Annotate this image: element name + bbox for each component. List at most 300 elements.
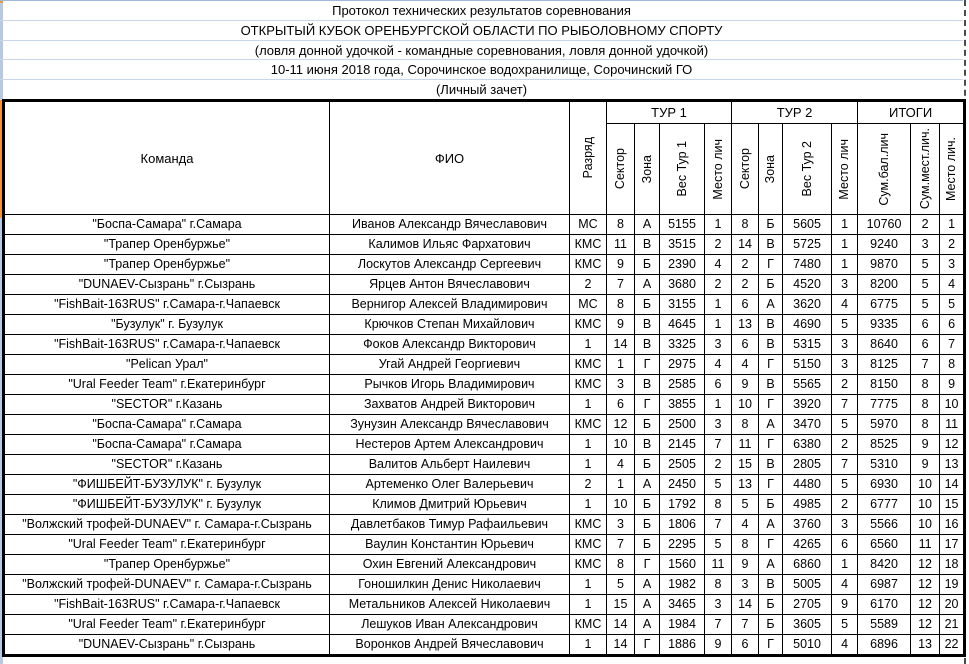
cell-place2: 3	[832, 275, 858, 295]
cell-zone1: В	[635, 235, 660, 255]
cell-weight1: 3515	[660, 235, 705, 255]
cell-team: "Ural Feeder Team" г.Екатеринбург	[4, 615, 330, 635]
cell-sum-ball: 8640	[858, 335, 911, 355]
cell-place1: 9	[705, 635, 732, 656]
cell-zone2: Г	[759, 395, 783, 415]
cell-sum-mest: 5	[911, 255, 940, 275]
cell-place1: 1	[705, 295, 732, 315]
cell-place1: 4	[705, 355, 732, 375]
cell-razryad: КМС	[570, 355, 607, 375]
header-place2: Место лич	[832, 124, 858, 215]
cell-place1: 6	[705, 375, 732, 395]
cell-zone2: В	[759, 375, 783, 395]
cell-zone1: В	[635, 375, 660, 395]
cell-zone1: Г	[635, 395, 660, 415]
cell-zone2: В	[759, 575, 783, 595]
cell-place1: 1	[705, 315, 732, 335]
cell-zone1: Г	[635, 555, 660, 575]
cell-sector2: 6	[732, 295, 759, 315]
cell-place2: 3	[832, 335, 858, 355]
cell-weight1: 1984	[660, 615, 705, 635]
cell-place2: 1	[832, 255, 858, 275]
header-group-tour1: ТУР 1	[607, 101, 732, 124]
cell-place-final: 18	[940, 555, 965, 575]
cell-zone2: В	[759, 315, 783, 335]
cell-razryad: 1	[570, 335, 607, 355]
table-row	[4, 635, 965, 656]
cell-zone1: В	[635, 335, 660, 355]
cell-fio: Угай Андрей Георгиевич	[330, 355, 570, 375]
cell-weight2: 3920	[783, 395, 832, 415]
cell-zone1: Б	[635, 515, 660, 535]
cell-weight1: 1792	[660, 495, 705, 515]
cell-sector1: 10	[607, 495, 635, 515]
cell-razryad: КМС	[570, 615, 607, 635]
cell-weight2: 4480	[783, 475, 832, 495]
cell-weight1: 2390	[660, 255, 705, 275]
cell-sector2: 6	[732, 635, 759, 656]
cell-sector2: 11	[732, 435, 759, 455]
cell-place1: 11	[705, 555, 732, 575]
cell-zone2: Б	[759, 595, 783, 615]
cell-weight2: 6380	[783, 435, 832, 455]
cell-sum-mest: 3	[911, 235, 940, 255]
cell-sector1: 8	[607, 215, 635, 235]
cell-place1: 4	[705, 255, 732, 275]
cell-place-final: 2	[940, 235, 965, 255]
results-header	[4, 101, 965, 215]
header-sector2: Сектор	[732, 124, 759, 215]
header-team: Команда	[4, 101, 330, 215]
results-tbody	[4, 215, 965, 656]
cell-zone1: В	[635, 435, 660, 455]
cell-team: "Трапер Оренбуржье"	[4, 255, 330, 275]
cell-razryad: 1	[570, 495, 607, 515]
table-row	[4, 275, 965, 295]
cell-zone1: Б	[635, 415, 660, 435]
cell-fio: Зунузин Александр Вячеславович	[330, 415, 570, 435]
cell-sector2: 7	[732, 615, 759, 635]
table-row	[4, 255, 965, 275]
cell-weight2: 4985	[783, 495, 832, 515]
cell-zone2: Г	[759, 255, 783, 275]
cell-sum-ball: 9240	[858, 235, 911, 255]
cell-zone1: Б	[635, 455, 660, 475]
cell-place2: 1	[832, 555, 858, 575]
cell-place2: 4	[832, 635, 858, 656]
cell-sector2: 15	[732, 455, 759, 475]
table-row	[4, 475, 965, 495]
table-row	[4, 415, 965, 435]
cell-sector2: 4	[732, 355, 759, 375]
cell-weight1: 3680	[660, 275, 705, 295]
cell-razryad: КМС	[570, 235, 607, 255]
cell-weight1: 2145	[660, 435, 705, 455]
cell-sum-ball: 6170	[858, 595, 911, 615]
cell-place-final: 8	[940, 355, 965, 375]
cell-weight1: 2295	[660, 535, 705, 555]
cell-sector2: 8	[732, 215, 759, 235]
cell-weight2: 5565	[783, 375, 832, 395]
cell-sector2: 9	[732, 555, 759, 575]
cell-weight2: 3605	[783, 615, 832, 635]
cell-team: "ФИШБЕЙТ-БУЗУЛУК" г. Бузулук	[4, 475, 330, 495]
cell-zone2: Г	[759, 475, 783, 495]
cell-weight1: 2505	[660, 455, 705, 475]
cell-place1: 5	[705, 475, 732, 495]
table-row	[4, 375, 965, 395]
table-row	[4, 335, 965, 355]
cell-zone2: Г	[759, 435, 783, 455]
cell-fio: Ярцев Антон Вячеславович	[330, 275, 570, 295]
cell-weight2: 5605	[783, 215, 832, 235]
cell-weight1: 2500	[660, 415, 705, 435]
cell-sector1: 3	[607, 375, 635, 395]
cell-place1: 2	[705, 455, 732, 475]
cell-sector2: 13	[732, 475, 759, 495]
cell-sum-ball: 6930	[858, 475, 911, 495]
cell-place1: 1	[705, 395, 732, 415]
cell-place-final: 5	[940, 295, 965, 315]
cell-place1: 7	[705, 435, 732, 455]
cell-sum-mest: 12	[911, 595, 940, 615]
cell-sector1: 1	[607, 475, 635, 495]
cell-fio: Метальников Алексей Николаевич	[330, 595, 570, 615]
cell-weight2: 3620	[783, 295, 832, 315]
cell-place1: 2	[705, 275, 732, 295]
cell-zone1: Б	[635, 295, 660, 315]
cell-place-final: 4	[940, 275, 965, 295]
cell-zone2: В	[759, 455, 783, 475]
table-row	[4, 355, 965, 375]
cell-zone1: Г	[635, 635, 660, 656]
cell-weight2: 2705	[783, 595, 832, 615]
header-weight2: Вес Тур 2	[783, 124, 832, 215]
header-sum-ball: Сум.бал.лич	[858, 124, 911, 215]
cell-sector1: 8	[607, 555, 635, 575]
cell-weight1: 3325	[660, 335, 705, 355]
cell-place2: 3	[832, 515, 858, 535]
cell-fio: Крючков Степан Михайлович	[330, 315, 570, 335]
cell-zone2: А	[759, 555, 783, 575]
cell-razryad: 2	[570, 275, 607, 295]
cell-zone1: А	[635, 615, 660, 635]
header-place1: Место лич	[705, 124, 732, 215]
cell-fio: Лоскутов Александр Сергеевич	[330, 255, 570, 275]
cell-razryad: МС	[570, 215, 607, 235]
cell-place1: 2	[705, 235, 732, 255]
cell-sector2: 3	[732, 575, 759, 595]
header-sum-mest: Сум.мест.лич.	[911, 124, 940, 215]
cell-place2: 5	[832, 475, 858, 495]
cell-sector1: 6	[607, 395, 635, 415]
cell-sum-mest: 6	[911, 315, 940, 335]
cell-place1: 5	[705, 535, 732, 555]
table-row	[4, 295, 965, 315]
cell-team: "FishBait-163RUS" г.Самара-г.Чапаевск	[4, 335, 330, 355]
cell-fio: Иванов Александр Вячеславович	[330, 215, 570, 235]
date-location-line: 10-11 июня 2018 года, Сорочинское водохранилище, Сорочинский ГО	[0, 60, 963, 80]
cell-zone2: Б	[759, 215, 783, 235]
cell-sector1: 10	[607, 435, 635, 455]
table-row	[4, 535, 965, 555]
cell-team: "Ural Feeder Team" г.Екатеринбург	[4, 535, 330, 555]
cell-team: "Бузулук" г. Бузулук	[4, 315, 330, 335]
cell-place2: 7	[832, 395, 858, 415]
cell-sector2: 9	[732, 375, 759, 395]
table-row	[4, 555, 965, 575]
cell-place-final: 3	[940, 255, 965, 275]
cell-fio: Нестеров Артем Александрович	[330, 435, 570, 455]
table-row	[4, 495, 965, 515]
cell-place-final: 19	[940, 575, 965, 595]
cell-sum-ball: 8125	[858, 355, 911, 375]
cell-fio: Воронков Андрей Вячеславович	[330, 635, 570, 656]
cell-fio: Калимов Ильяс Фархатович	[330, 235, 570, 255]
header-sector1: Сектор	[607, 124, 635, 215]
cell-sum-mest: 13	[911, 635, 940, 656]
cell-sum-mest: 8	[911, 415, 940, 435]
table-row	[4, 455, 965, 475]
cell-weight2: 3760	[783, 515, 832, 535]
cell-weight1: 2585	[660, 375, 705, 395]
cell-zone1: Г	[635, 355, 660, 375]
cell-weight1: 1806	[660, 515, 705, 535]
cell-weight1: 4645	[660, 315, 705, 335]
cell-sector2: 14	[732, 235, 759, 255]
cell-team: "SECTOR" г.Казань	[4, 455, 330, 475]
cell-team: "Волжский трофей-DUNAEV" г. Самара-г.Сызрань	[4, 515, 330, 535]
cell-team: "DUNAEV-Сызрань" г.Сызрань	[4, 275, 330, 295]
cell-place2: 2	[832, 435, 858, 455]
cell-razryad: КМС	[570, 535, 607, 555]
cell-place1: 7	[705, 515, 732, 535]
cell-sector2: 14	[732, 595, 759, 615]
cell-fio: Лешуков Иван Александрович	[330, 615, 570, 635]
cell-razryad: КМС	[570, 415, 607, 435]
cell-place1: 8	[705, 495, 732, 515]
cell-place-final: 6	[940, 315, 965, 335]
cell-team: "DUNAEV-Сызрань" г.Сызрань	[4, 635, 330, 656]
cell-place1: 3	[705, 595, 732, 615]
cell-place1: 7	[705, 615, 732, 635]
cell-zone2: Б	[759, 615, 783, 635]
cell-place-final: 11	[940, 415, 965, 435]
cell-weight2: 5150	[783, 355, 832, 375]
cell-zone1: Б	[635, 495, 660, 515]
cell-sum-ball: 9870	[858, 255, 911, 275]
cell-sum-mest: 5	[911, 275, 940, 295]
cell-sum-ball: 6896	[858, 635, 911, 656]
cell-razryad: 1	[570, 455, 607, 475]
cell-sum-mest: 8	[911, 395, 940, 415]
cell-razryad: КМС	[570, 315, 607, 335]
cell-place-final: 14	[940, 475, 965, 495]
cell-weight1: 3465	[660, 595, 705, 615]
cell-sector2: 10	[732, 395, 759, 415]
cell-zone1: В	[635, 315, 660, 335]
cell-sector1: 4	[607, 455, 635, 475]
cell-sum-ball: 6775	[858, 295, 911, 315]
cell-weight2: 5005	[783, 575, 832, 595]
cell-place2: 3	[832, 355, 858, 375]
cell-sector2: 8	[732, 535, 759, 555]
cell-sum-mest: 7	[911, 355, 940, 375]
cell-sector1: 1	[607, 355, 635, 375]
cell-fio: Климов Дмитрий Юрьевич	[330, 495, 570, 515]
cell-team: "Волжский трофей-DUNAEV" г. Самара-г.Сызрань	[4, 575, 330, 595]
cell-zone2: А	[759, 515, 783, 535]
cell-sum-mest: 6	[911, 335, 940, 355]
cell-sum-mest: 12	[911, 615, 940, 635]
cell-team: "FishBait-163RUS" г.Самара-г.Чапаевск	[4, 295, 330, 315]
cell-place-final: 13	[940, 455, 965, 475]
header-weight1: Вес Тур 1	[660, 124, 705, 215]
cell-place-final: 16	[940, 515, 965, 535]
cell-weight2: 5725	[783, 235, 832, 255]
cell-zone2: Г	[759, 535, 783, 555]
cell-sum-ball: 5589	[858, 615, 911, 635]
header-fio: ФИО	[330, 101, 570, 215]
cell-weight2: 4520	[783, 275, 832, 295]
cell-sum-mest: 10	[911, 495, 940, 515]
table-row	[4, 575, 965, 595]
cell-zone2: Г	[759, 635, 783, 656]
cell-weight2: 2805	[783, 455, 832, 475]
cell-sector2: 13	[732, 315, 759, 335]
cell-fio: Вернигор Алексей Владимирович	[330, 295, 570, 315]
cell-sum-mest: 8	[911, 375, 940, 395]
header-zone1: Зона	[635, 124, 660, 215]
cell-sector1: 3	[607, 515, 635, 535]
cell-sum-mest: 9	[911, 435, 940, 455]
cell-weight1: 3155	[660, 295, 705, 315]
cell-sum-mest: 11	[911, 535, 940, 555]
cell-sum-ball: 5970	[858, 415, 911, 435]
header-group-itogi: ИТОГИ	[858, 101, 965, 124]
cell-weight1: 2450	[660, 475, 705, 495]
cell-sum-ball: 5310	[858, 455, 911, 475]
cell-sum-ball: 5566	[858, 515, 911, 535]
cell-razryad: КМС	[570, 555, 607, 575]
cell-weight1: 1886	[660, 635, 705, 656]
cell-sector1: 7	[607, 535, 635, 555]
cell-place1: 3	[705, 335, 732, 355]
header-zone2: Зона	[759, 124, 783, 215]
cell-fio: Давлетбаков Тимур Рафаильевич	[330, 515, 570, 535]
table-row	[4, 395, 965, 415]
cell-sector1: 8	[607, 295, 635, 315]
cell-sum-mest: 12	[911, 555, 940, 575]
cell-zone2: Г	[759, 355, 783, 375]
cell-sum-mest: 10	[911, 515, 940, 535]
cell-sum-mest: 10	[911, 475, 940, 495]
cell-place-final: 10	[940, 395, 965, 415]
cell-sector1: 11	[607, 235, 635, 255]
cell-place-final: 17	[940, 535, 965, 555]
header-group-tour2: ТУР 2	[732, 101, 858, 124]
cell-sector1: 14	[607, 615, 635, 635]
cell-place-final: 9	[940, 375, 965, 395]
cell-place1: 8	[705, 575, 732, 595]
cell-place-final: 15	[940, 495, 965, 515]
cell-team: "Боспа-Самара" г.Самара	[4, 415, 330, 435]
cell-place1: 3	[705, 415, 732, 435]
cell-place2: 1	[832, 215, 858, 235]
cell-team: "SECTOR" г.Казань	[4, 395, 330, 415]
cell-razryad: КМС	[570, 515, 607, 535]
cell-place2: 4	[832, 295, 858, 315]
cell-weight2: 3470	[783, 415, 832, 435]
cell-razryad: 2	[570, 475, 607, 495]
cell-fio: Захватов Андрей Викторович	[330, 395, 570, 415]
cell-place2: 7	[832, 455, 858, 475]
cell-sector1: 5	[607, 575, 635, 595]
cell-sum-mest: 5	[911, 295, 940, 315]
cell-place-final: 12	[940, 435, 965, 455]
cell-place-final: 22	[940, 635, 965, 656]
cell-team: "FishBait-163RUS" г.Самара-г.Чапаевск	[4, 595, 330, 615]
cell-sector2: 2	[732, 275, 759, 295]
table-row	[4, 315, 965, 335]
cell-razryad: КМС	[570, 255, 607, 275]
cell-weight2: 5315	[783, 335, 832, 355]
cell-sector1: 9	[607, 255, 635, 275]
header-razryad: Разряд	[570, 101, 607, 215]
cell-sector2: 8	[732, 415, 759, 435]
cell-weight2: 4265	[783, 535, 832, 555]
cell-razryad: 1	[570, 575, 607, 595]
table-row	[4, 235, 965, 255]
cell-place2: 2	[832, 375, 858, 395]
cell-team: "Трапер Оренбуржье"	[4, 555, 330, 575]
cell-zone1: А	[635, 595, 660, 615]
cell-place2: 4	[832, 575, 858, 595]
cell-sum-mest: 2	[911, 215, 940, 235]
cell-sector1: 9	[607, 315, 635, 335]
cell-sum-mest: 9	[911, 455, 940, 475]
cell-place2: 9	[832, 595, 858, 615]
cell-place-final: 1	[940, 215, 965, 235]
title-block	[0, 0, 963, 100]
cell-sector1: 14	[607, 335, 635, 355]
cell-razryad: 1	[570, 395, 607, 415]
cell-fio: Ваулин Константин Юрьевич	[330, 535, 570, 555]
table-row	[4, 595, 965, 615]
standings-type-line: (Личный зачет)	[0, 80, 963, 100]
cell-place2: 5	[832, 415, 858, 435]
cell-sum-ball: 8200	[858, 275, 911, 295]
cell-sum-mest: 12	[911, 575, 940, 595]
cell-sum-ball: 9335	[858, 315, 911, 335]
cell-sector1: 14	[607, 635, 635, 656]
cell-fio: Гоношилкин Денис Николаевич	[330, 575, 570, 595]
cell-sum-ball: 6560	[858, 535, 911, 555]
cell-place2: 5	[832, 615, 858, 635]
cell-sector2: 5	[732, 495, 759, 515]
cell-sum-ball: 8525	[858, 435, 911, 455]
cell-zone2: Б	[759, 495, 783, 515]
cell-place2: 5	[832, 315, 858, 335]
cell-zone1: А	[635, 575, 660, 595]
cell-place-final: 21	[940, 615, 965, 635]
cell-zone1: А	[635, 215, 660, 235]
cell-weight1: 2975	[660, 355, 705, 375]
cell-weight1: 1560	[660, 555, 705, 575]
cell-place2: 2	[832, 495, 858, 515]
cell-team: "Трапер Оренбуржье"	[4, 235, 330, 255]
cell-weight2: 7480	[783, 255, 832, 275]
